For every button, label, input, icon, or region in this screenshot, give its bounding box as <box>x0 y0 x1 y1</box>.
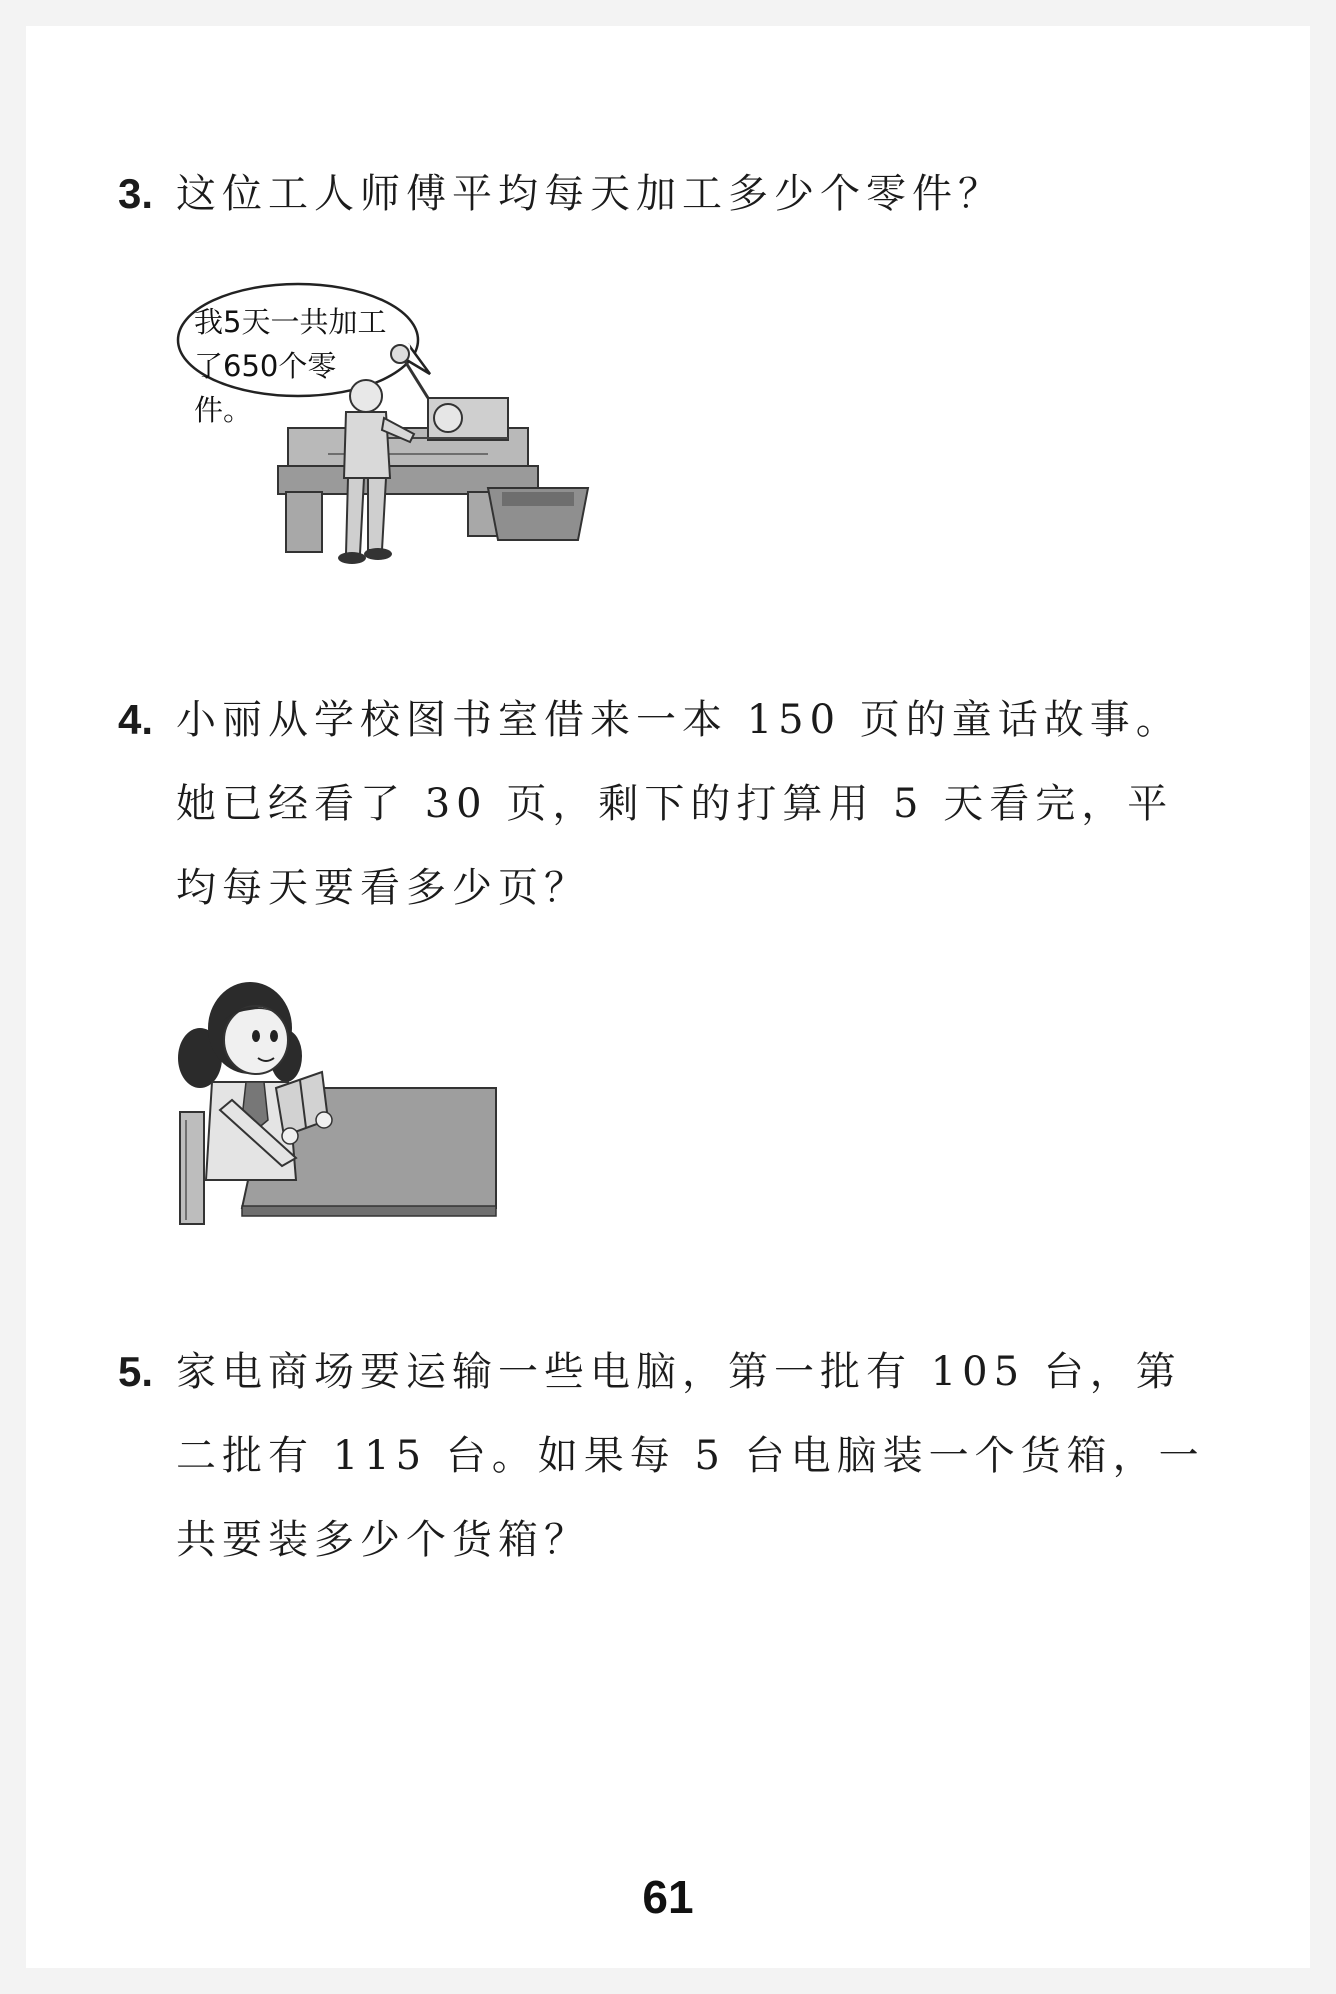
girl-reading-drawing <box>172 970 500 1226</box>
problem-text: 家电商场要运输一些电脑，第一批有 105 台，第二批有 115 台。如果每 5 台电脑装一个货箱，一共要装多少个货箱？ <box>176 1349 1205 1563</box>
speech-bubble-line-2: 了650个零件。 <box>194 349 337 427</box>
speech-bubble-line-1: 我5天一共加工 <box>194 305 387 339</box>
problem-5 <box>118 1330 1208 1582</box>
speech-bubble-text <box>194 300 394 432</box>
problem-3 <box>118 152 1208 236</box>
page-number: 61 <box>642 1871 694 1923</box>
problem-number: 3. <box>118 170 154 217</box>
problem-number: 4. <box>118 696 154 743</box>
problem-number: 5. <box>118 1348 154 1395</box>
girl-reading-illustration <box>172 970 500 1226</box>
worker-lathe-illustration <box>168 278 608 578</box>
problem-text: 这位工人师傅平均每天加工多少个零件？ <box>176 171 1004 217</box>
problem-text: 小丽从学校图书室借来一本 150 页的童话故事。她已经看了 30 页，剩下的打算用 5 天看完，平均每天要看多少页？ <box>176 697 1182 911</box>
problem-4 <box>118 678 1208 930</box>
